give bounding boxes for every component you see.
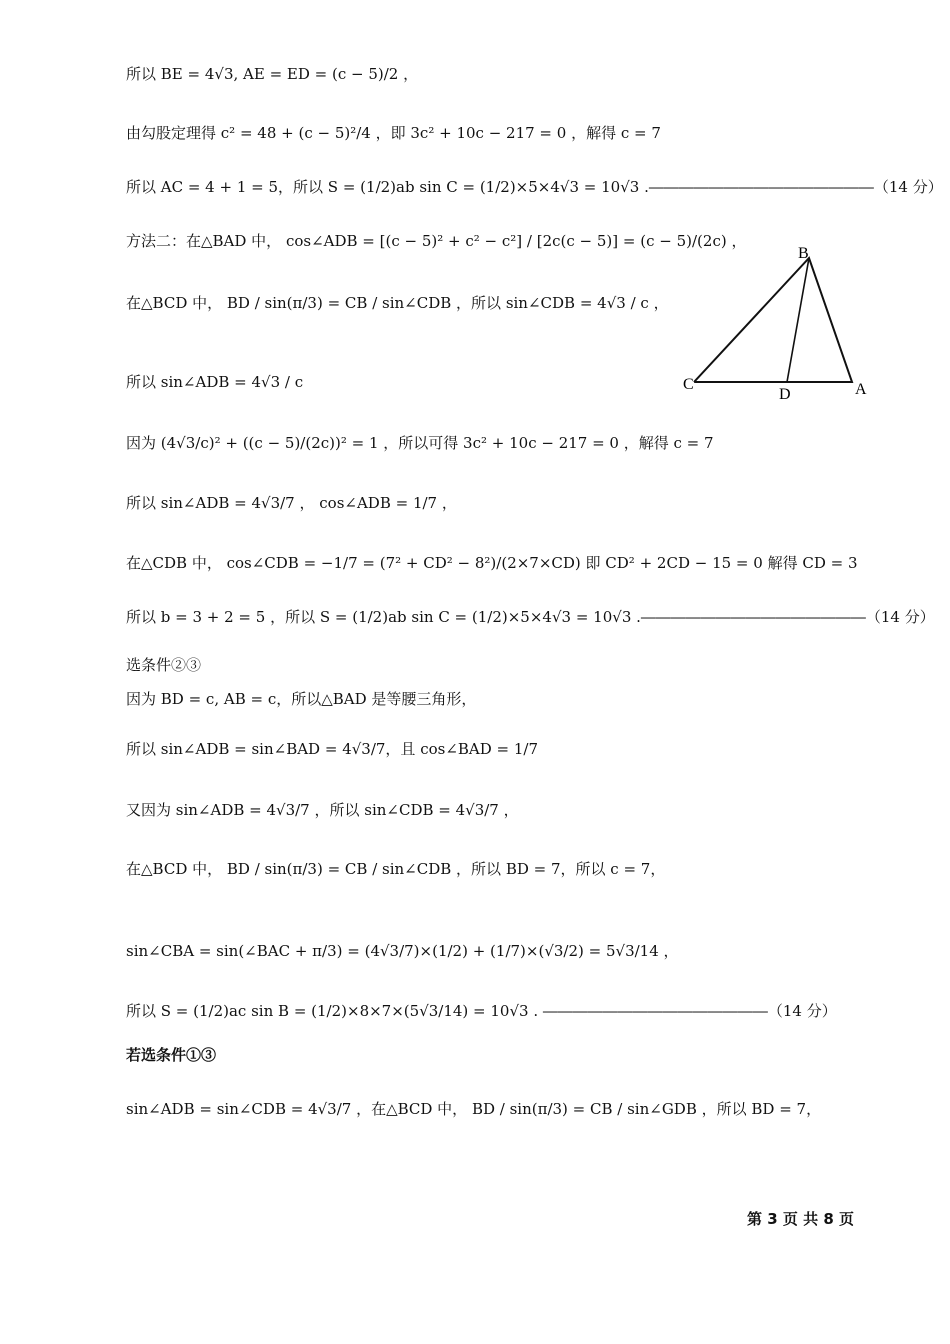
vertex-a-label: A <box>855 381 867 398</box>
vertex-d-label: D <box>779 386 791 403</box>
solution-line-14: 在△BCD 中， BD / sin(π/3) = CB / sin∠CDB ，所以 BD = 7，所以 c = 7， <box>126 860 666 878</box>
solution-line-8: 所以 sin∠ADB = 4√3/7 ， cos∠ADB = 1/7 ， <box>126 494 457 512</box>
vertex-b-label: B <box>798 245 809 262</box>
solution-line-10: 所以 b = 3 + 2 = 5 ，所以 S = (1/2)ab sin C = (1/2)×5×4√3 = 10√3 .―――――――――――――――（14 分） <box>126 608 935 626</box>
page-footer: 第 3 页 共 8 页 <box>747 1210 854 1228</box>
solution-line-1: 所以 BE = 4√3, AE = ED = (c − 5)/2 ， <box>126 65 419 83</box>
triangle-figure <box>670 236 890 406</box>
section-heading-13: 若选条件①③ <box>126 1046 217 1064</box>
solution-line-5: 在△BCD 中， BD / sin(π/3) = CB / sin∠CDB ，所以 sin∠CDB = 4√3 / c ， <box>126 294 669 312</box>
solution-line-15: sin∠CBA = sin(∠BAC + π/3) = (4√3/7)×(1/2) + (1/7)×(√3/2) = 5√3/14 ， <box>126 942 679 960</box>
solution-line-4: 方法二：在△BAD 中， cos∠ADB = [(c − 5)² + c² − c²] / [2c(c − 5)] = (c − 5)/(2c) ， <box>126 232 747 250</box>
solution-line-11: 因为 BD = c, AB = c，所以△BAD 是等腰三角形， <box>126 690 477 708</box>
solution-line-3: 所以 AC = 4 + 1 = 5，所以 S = (1/2)ab sin C = (1/2)×5×4√3 = 10√3 .―――――――――――――――（14 分） <box>126 178 943 196</box>
solution-line-17: sin∠ADB = sin∠CDB = 4√3/7 ，在△BCD 中， BD / sin(π/3) = CB / sin∠GDB ，所以 BD = 7， <box>126 1100 822 1118</box>
vertex-c-label: C <box>683 376 694 393</box>
solution-line-9: 在△CDB 中， cos∠CDB = −1/7 = (7² + CD² − 8²)/(2×7×CD) 即 CD² + 2CD − 15 = 0 解得 CD = 3 <box>126 554 858 572</box>
segment-bd <box>787 258 809 382</box>
solution-line-2: 由勾股定理得 c² = 48 + (c − 5)²/4 ，即 3c² + 10c − 217 = 0 ，解得 c = 7 <box>126 124 661 142</box>
solution-line-13: 又因为 sin∠ADB = 4√3/7 ，所以 sin∠CDB = 4√3/7 ， <box>126 801 519 819</box>
section-heading-23: 选条件②③ <box>126 656 202 674</box>
solution-line-16: 所以 S = (1/2)ac sin B = (1/2)×8×7×(5√3/14) = 10√3 . ―――――――――――――――（14 分） <box>126 1002 837 1020</box>
triangle-outline <box>694 258 852 382</box>
solution-line-12: 所以 sin∠ADB = sin∠BAD = 4√3/7，且 cos∠BAD = 1/7 <box>126 740 539 758</box>
solution-line-7: 因为 (4√3/c)² + ((c − 5)/(2c))² = 1 ，所以可得 3c² + 10c − 217 = 0 ，解得 c = 7 <box>126 434 714 452</box>
solution-line-6: 所以 sin∠ADB = 4√3 / c <box>126 373 304 391</box>
